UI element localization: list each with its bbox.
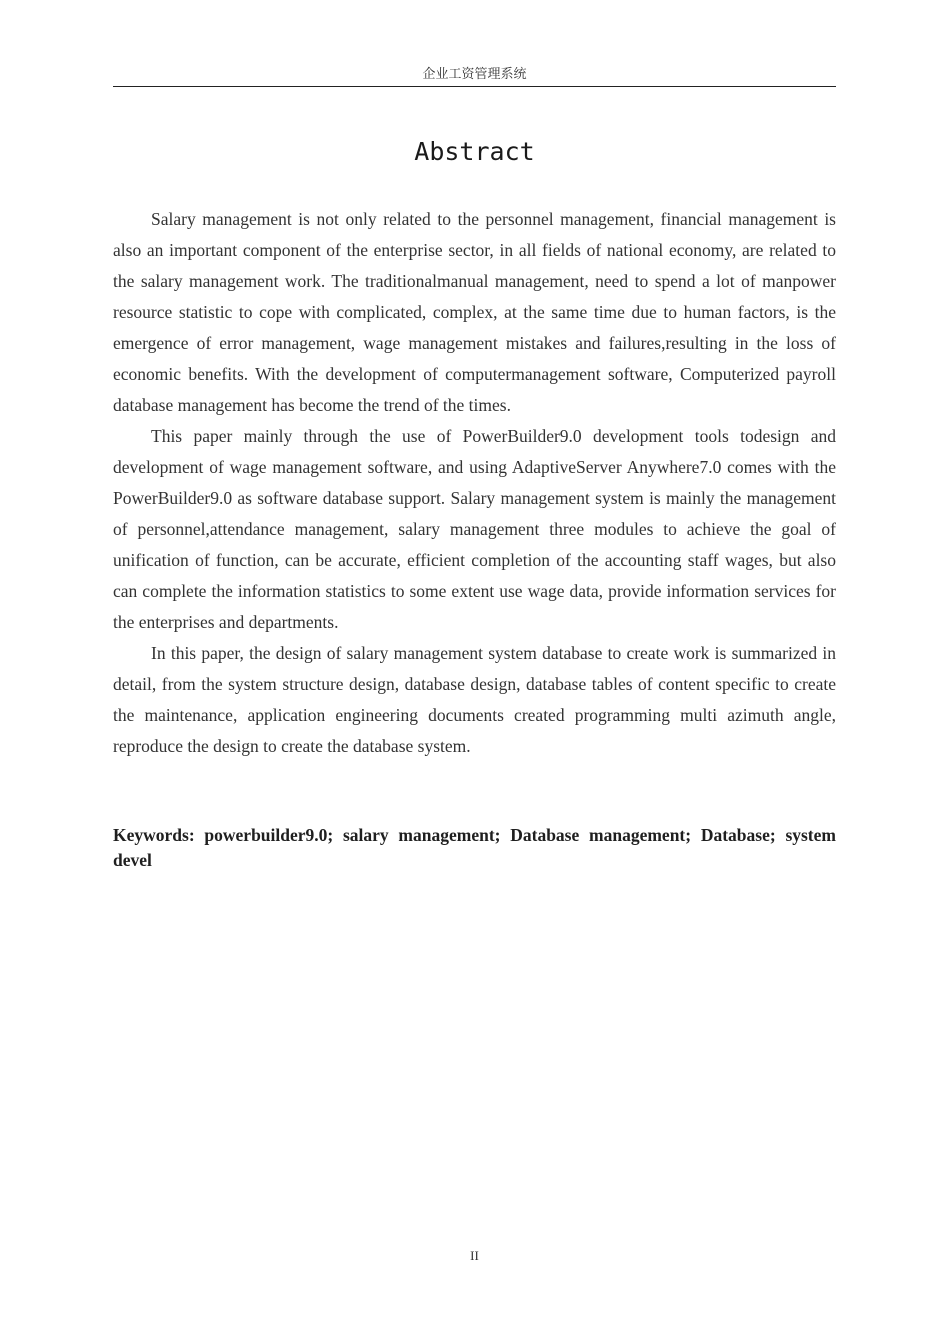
abstract-paragraph-2: This paper mainly through the use of PowerBuilder9.0 development tools todesign and development of wage management software, and using AdaptiveServer Anywhere7.0 comes with the PowerBuilder9.0 as software database support. Salary management system is mainly the management of personnel,attendance management, salary management three modules to achieve the goal of unification of function, can be accurate, efficient completion of the accounting staff wages, but also can complete the information statistics to some extent use wage data, provide information services for the enterprises and departments.: [113, 426, 836, 632]
page-number: II: [470, 1248, 479, 1263]
abstract-paragraph-3: In this paper, the design of salary management system database to create work is summarized in detail, from the system structure design, database design, database tables of content specific to create the maintenance, application engineering documents created programming multi azimuth angle, reproduce the design to create the database system.: [113, 643, 836, 756]
running-header: [113, 64, 836, 87]
abstract-body: [113, 204, 836, 762]
abstract-paragraph-1: Salary management is not only related to the personnel management, financial management is also an important component of the enterprise sector, in all fields of national economy, are related to the salary management work. The traditionalmanual management, need to spend a lot of manpower resource statistic to cope with complicated, complex, at the same time due to human factors, is the emergence of error management, wage management mistakes and failures,resulting in the loss of economic benefits. With the development of computermanagement software, Computerized payroll database management has become the trend of the times.: [113, 209, 836, 415]
running-header-title: 企业工资管理系统: [422, 67, 527, 82]
abstract-title: Abstract: [414, 137, 535, 166]
keywords-line: Keywords: powerbuilder9.0; salary management; Database management; Database; system devel: [113, 825, 836, 870]
